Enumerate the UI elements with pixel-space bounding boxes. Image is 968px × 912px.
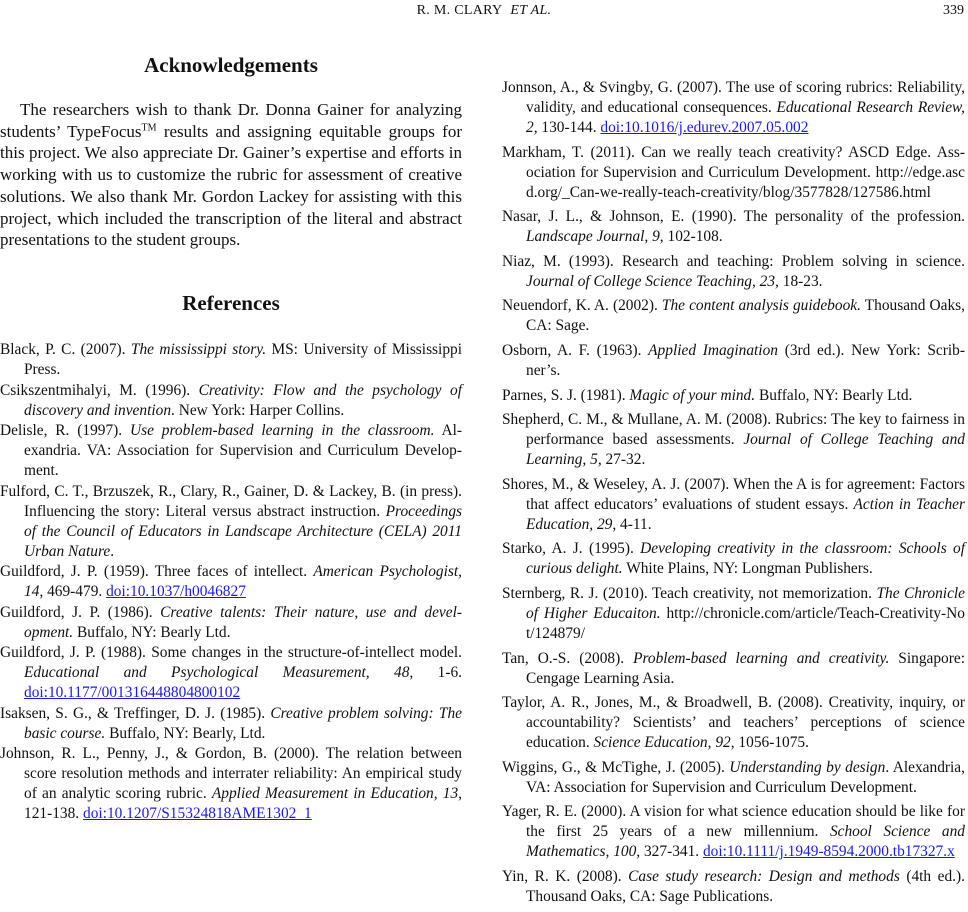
reference-italic: Creative problem solving: The basic course. [24,704,462,742]
reference-url: http://chronicle.com/article/Teach-Creativity-Not/124879/ [526,604,965,642]
reference-text: Buffalo, NY: Bearly, Ltd. [105,724,266,742]
reference-text: Delisle, R. (1997). [0,422,130,439]
reference-text: Black, P. C. (2007). [0,341,131,358]
reference-entry [502,867,965,907]
doi-link[interactable]: doi:10.1207/S15324818AME1302_1 [83,805,312,822]
reference-text: 27-32. [601,451,646,469]
reference-italic: School Science and Mathematics, 100, [526,823,965,861]
reference-entry [502,78,965,138]
reference-italic: Case study research: Design and methods [628,867,900,885]
reference-text: Taylor, A. R., Jones, M., & Broadwell, B. (2008). Creativity, inquiry, or accountability? Scientists’ and teachers’ perceptions of science education. [502,694,965,752]
reference-entry [0,340,462,380]
reference-italic: Magic of your mind. [629,386,756,404]
reference-text: Alexandria. VA: Association for Supervision and Curriculum Development. [24,422,462,479]
references-list-right [502,78,965,912]
running-head [0,0,968,22]
reference-text: Yager, R. E. (2000). A vision for what science education should be like for the first 25 years of a new millennium. [502,803,965,841]
ack-text-1: The researchers wish to thank Dr. Donna Gainer for analyzing students’ TypeFocus [0,100,462,141]
reference-text: Yin, R. K. (2008). [502,867,629,885]
reference-text: Tan, O.-S. (2008). [502,649,634,667]
reference-text: Wiggins, G., & McTighe, J. (2005). [502,758,730,776]
reference-entry [502,475,965,535]
reference-italic: The Chronicle of Higher Educaiton. [526,584,966,622]
reference-entry [0,482,462,562]
reference-italic: The mississippi story. [130,341,267,358]
reference-italic: The content analysis guidebook. [661,297,861,315]
page-number: 339 [943,3,964,18]
reference-text: . Alexandria, VA: Association for Supervision and Curriculum Development. [526,758,965,796]
reference-italic: Educational Research Review, 2, [526,99,966,136]
reference-entry [502,341,965,381]
reference-entry [0,381,462,421]
reference-text: Nasar, J. L., & Johnson, E. (1990). The personality of the profession. [502,208,965,226]
reference-text: . New York: Harper Collins. [171,401,345,419]
reference-text: (3rd ed.). New York: Scribner’s. [526,341,965,379]
doi-link[interactable]: doi:10.1111/j.1949-8594.2000.tb17327.x [702,843,955,861]
reference-text: Thousand Oaks, CA: Sage. [526,297,966,335]
reference-entry [502,296,965,336]
reference-entry [0,421,462,481]
reference-text: Parnes, S. J. (1981). [502,386,630,404]
reference-text: 4-11. [616,515,652,533]
reference-entry [502,584,965,644]
trademark-sup: TM [141,122,157,134]
reference-text: Singapore: Cengage Learning Asia. [526,649,965,687]
reference-entry [502,693,965,753]
reference-italic: Action in Teacher Education, 29, [526,495,965,533]
reference-entry [502,649,965,689]
reference-entry [502,539,965,579]
reference-italic: Creativity: Flow and the psychology of discovery and invention [24,381,462,419]
reference-text: 1056-1075. [734,734,809,752]
doi-link[interactable]: doi:10.1016/j.edurev.2007.05.002 [600,119,809,136]
reference-entry [502,207,965,247]
reference-italic: Creative talents: Their nature, use and development. [24,603,462,641]
reference-entry [502,758,965,798]
reference-entry [502,252,965,292]
reference-italic: Applied Imagination [648,341,778,359]
reference-entry [0,603,462,643]
reference-italic: Journal of College Teaching and Learning, 5, [526,431,966,469]
reference-italic: Use problem-based learning in the classroom. [130,422,435,439]
doi-link[interactable]: doi:10.1037/h0046827 [106,583,246,600]
reference-text: Guildford, J. P. (1959). Three faces of intellect. [0,563,314,580]
reference-text: 469-479. [43,583,107,600]
reference-text: 18-23. [778,272,823,290]
reference-entry [0,704,462,744]
reference-text: Csikszentmihalyi, M. (1996). [0,381,199,399]
author-name: R. M. CLARY [416,3,503,18]
reference-italic: Applied Measurement in Education, 13, [211,785,463,802]
reference-italic: Understanding by design [729,758,886,776]
reference-italic: Proceedings of the Council of Educators in Landscape Architecture (CELA) 2011 Urban Nature [24,502,462,560]
reference-text: White Plains, NY: Longman Publishers. [622,560,873,578]
reference-text: Buffalo, NY: Bearly Ltd. [73,623,231,641]
reference-entry [0,744,462,824]
reference-italic: Educational and Psychological Measurement, 48, [24,664,414,681]
reference-text: Fulford, C. T., Brzuszek, R., Clary, R., Gainer, D. & Lackey, B. (in press). Influencing the story: Literal versus abstract instruction. [0,482,462,520]
reference-text: Niaz, M. (1993). Research and teaching: Problem solving in science. [502,252,965,270]
reference-italic: Problem-based learning and creativity. [633,649,890,667]
reference-italic: Developing creativity in the classroom: Schools of curious delight. [526,540,965,578]
reference-text: Shores, M., & Weseley, A. J. (2007). When the A is for agreement: Factors that affect educators’ evaluations of student essays. [502,475,965,513]
running-head-author [0,3,968,19]
reference-italic: Science Education, 92, [593,734,735,752]
reference-text: Neuendorf, K. A. (2002). [502,297,662,315]
reference-entry [502,410,965,470]
references-list-left [0,340,462,825]
reference-entry [0,562,462,602]
reference-url: http://edge.ascd.org/_Can-we-really-teach-creativity/blog/3577828/127586.html [526,163,965,201]
reference-italic: Journal of College Science Teaching, 23, [526,272,779,290]
reference-text: 327-341. [640,843,703,861]
reference-text: Buffalo, NY: Bearly Ltd. [755,386,913,404]
acknowledgements-heading: Acknowledgements [144,53,318,77]
reference-italic: Landscape Journal, 9, [526,228,664,246]
reference-entry [502,143,965,203]
reference-text: (4th ed.). Thousand Oaks, CA: Sage Publications. [526,867,965,905]
reference-entry [502,386,965,406]
reference-text: 1-6. [413,664,462,681]
reference-text: Isaksen, S. G., & Treffinger, D. J. (1985). [0,704,271,722]
reference-text: Guildford, J. P. (1988). Some changes in the structure-of-intellect model. [0,644,462,661]
acknowledgements-paragraph [0,99,462,251]
references-heading: References [182,291,280,315]
reference-text: MS: University of Mississippi Press. [24,341,462,378]
reference-text: 121-138. [24,805,83,822]
reference-entry [0,643,462,703]
reference-text: Guildford, J. P. (1986). [0,603,161,621]
reference-text: Markham, T. (2011). Can we really teach creativity? ASCD Edge. Association for Supervision and Curriculum Development. [502,143,965,181]
reference-text: 102-108. [663,228,723,246]
reference-text: Starko, A. J. (1995). [502,540,641,558]
et-al: ET AL. [510,3,552,18]
reference-text: Sternberg, R. J. (2010). Teach creativity, not memorization. [502,584,877,602]
reference-italic: American Psychologist, 14, [24,563,462,600]
ack-text-2: results and assigning equitable groups for this project. We also appreciate Dr. Gainer’s expertise and efforts in working with us to customize the rubric for assessment of creative solutions. We also thank Mr. Gordon Lackey for assisting with this project, which included the transcription of the literal and abstract presentations to the student groups. [0,121,462,250]
reference-entry [502,802,965,862]
reference-text: Shepherd, C. M., & Mullane, A. M. (2008). Rubrics: The key to fairness in performance based assessments. [502,411,965,449]
reference-text: 130-144. [537,119,601,136]
reference-text: . [110,542,115,560]
reference-text: Johnson, R. L., Penny, J., & Gordon, B. (2000). The relation between score resolution methods and interrater reliability: An empirical study of an analytic scoring rubric. [0,745,462,802]
reference-text: Jonnson, A., & Svingby, G. (2007). The use of scoring rubrics: Reliability, validity, and educational consequences. [502,79,965,116]
reference-text: Osborn, A. F. (1963). [502,341,649,359]
doi-link[interactable]: doi:10.1177/001316448804800102 [24,684,241,701]
